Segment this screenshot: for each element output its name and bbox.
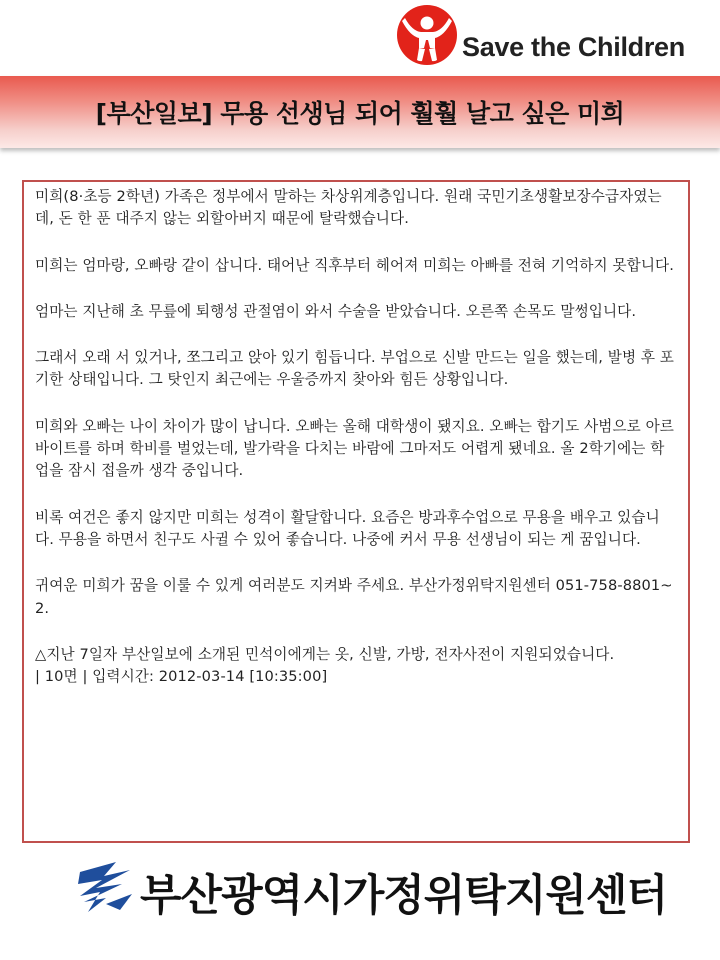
article-paragraph: 그래서 오래 서 있거나, 쪼그리고 앉아 있기 힘듭니다. 부업으로 신발 만드는 일을 했는데, 발병 후 포기한 상태입니다. 그 탓인지 최근에는 우울증까지 찾아와 힘든 상황입니다.	[35, 349, 675, 389]
busan-emblem-icon	[76, 858, 134, 916]
center-name: 부산광역시가정위탁지원센터	[140, 871, 667, 921]
child-figure-icon	[396, 4, 458, 66]
org-name: Save the Children	[462, 32, 685, 62]
article-paragraph: 엄마는 지난해 초 무릎에 퇴행성 관절염이 와서 수술을 받았습니다. 오른쪽 손목도 말썽입니다.	[35, 302, 637, 320]
article-paragraph: 미희는 엄마랑, 오빠랑 같이 삽니다. 태어난 직후부터 헤어져 미희는 아빠를 전혀 기억하지 못합니다.	[35, 256, 674, 274]
article-paragraph: 미희와 오빠는 나이 차이가 많이 납니다. 오빠는 올해 대학생이 됐지요. 오빠는 합기도 사범으로 아르바이트를 하며 학비를 벌었는데, 발가락을 다치는 바람에 그마저도 어렵게 됐네요. 올 2학기에는 학업을 잠시 접을까 생각 중입니다.	[35, 417, 674, 480]
article-paragraph: 비록 여건은 좋지 않지만 미희는 성격이 활달합니다. 요즘은 방과후수업으로 무용을 배우고 있습니다. 무용을 하면서 친구도 사귈 수 있어 좋습니다. 나중에 커서 무용 선생님이 되는 게 꿈입니다.	[35, 508, 660, 548]
article-paragraph: △지난 7일자 부산일보에 소개된 민석이에게는 옷, 신발, 가방, 전자사전이 지원되었습니다.	[35, 645, 615, 663]
article-paragraph: 미희(8·초등 2학년) 가족은 정부에서 말하는 차상위계층입니다. 원래 국민기초생활보장수급자였는데, 돈 한 푼 대주지 않는 외할아버지 때문에 탈락했습니다.	[35, 188, 662, 228]
article-meta: | 10면 | 입력시간: 2012-03-14 [10:35:00]	[35, 668, 328, 686]
busan-center-logo	[76, 856, 667, 926]
headline-banner	[0, 76, 720, 148]
article-body	[22, 180, 690, 843]
save-the-children-logo	[396, 4, 716, 68]
article-paragraph: 귀여운 미희가 꿈을 이룰 수 있게 여러분도 지켜봐 주세요. 부산가정위탁지원센터 051-758-8801~2.	[35, 577, 673, 617]
article-headline: [부산일보] 무용 선생님 되어 훨훨 날고 싶은 미희	[95, 99, 625, 128]
